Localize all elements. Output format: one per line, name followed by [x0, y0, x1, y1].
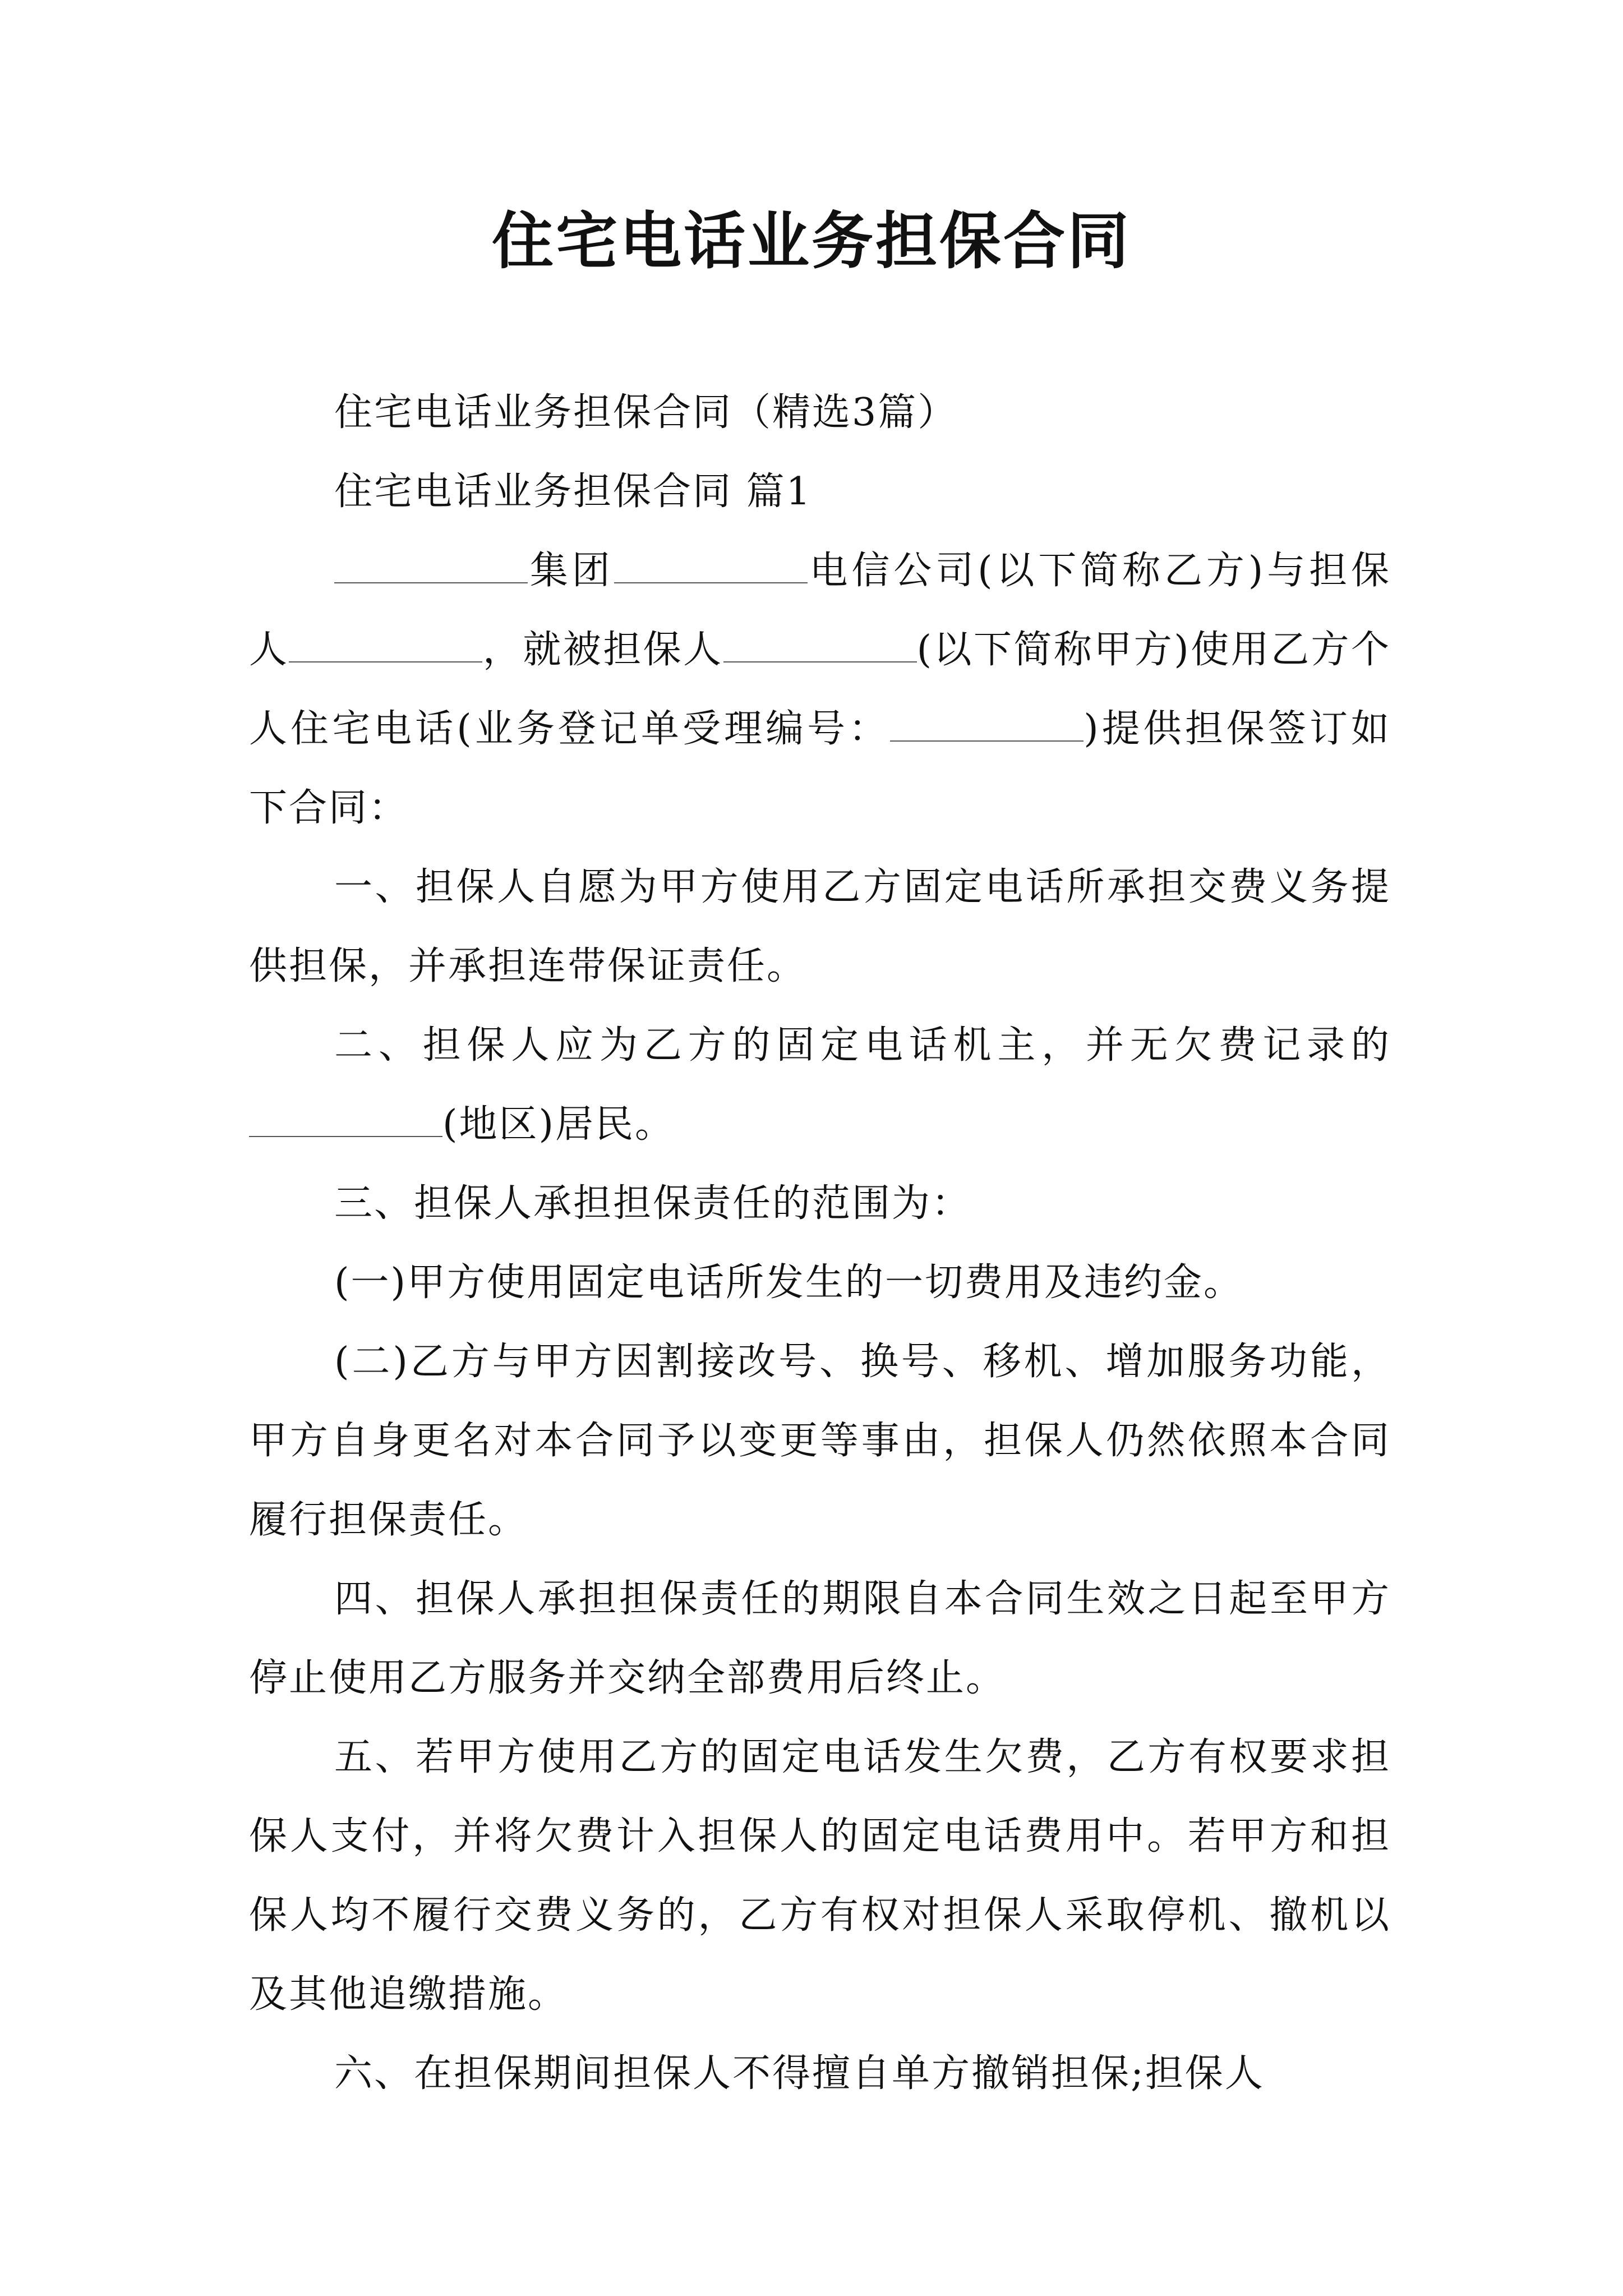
intro-text-2: 电信公司(以下简称乙方)与担保人 [249, 549, 1391, 672]
clause-3-item-1: (一)甲方使用固定电话所发生的一切费用及违约金。 [334, 1260, 1244, 1305]
section-heading: 住宅电话业务担保合同 篇1 [334, 470, 812, 514]
blank-line [723, 630, 917, 662]
intro-text-4: (以下简称甲方)使用乙方个人住宅电话(业务登记单受理编号： [249, 628, 1391, 751]
blank-line [289, 630, 482, 662]
clause-6: 六、在担保期间担保人不得擅自单方撤销担保;担保人 [334, 2051, 1265, 2096]
clause-2-text-a: 二、担保人应为乙方的固定电话机主，并无欠费记录的 [334, 1023, 1391, 1068]
intro-text-1: 集团 [528, 549, 614, 593]
intro-text-3: ，就被担保人 [482, 628, 723, 672]
document-subtitle: 住宅电话业务担保合同（精选3篇） [334, 390, 958, 435]
document-title: 住宅电话业务担保合同 [492, 205, 1131, 277]
clause-2-text-b: (地区)居民。 [442, 1102, 675, 1147]
blank-line [249, 1105, 442, 1137]
document-body [249, 373, 1391, 2113]
blank-line [614, 551, 808, 583]
clause-4: 四、担保人承担担保责任的期限自本合同生效之日起至甲方停止使用乙方服务并交纳全部费用后终止。 [249, 1577, 1391, 1700]
clause-1: 一、担保人自愿为甲方使用乙方固定电话所承担交费义务提供担保，并承担连带保证责任。 [249, 865, 1391, 988]
clause-3-item-2: (二)乙方与甲方因割接改号、换号、移机、增加服务功能，甲方自身更名对本合同予以变更等事由，担保人仍然依照本合同履行担保责任。 [249, 1340, 1391, 1542]
intro-text-5: )提供担保签订如下合同： [249, 707, 1391, 830]
clause-5: 五、若甲方使用乙方的固定电话发生欠费，乙方有权要求担保人支付，并将欠费计入担保人的固定电话费用中。若甲方和担保人均不履行交费义务的，乙方有权对担保人采取停机、撤机以及其他追缴措施。 [249, 1735, 1391, 2017]
blank-line [334, 551, 528, 583]
clause-2 [249, 1006, 1391, 1164]
blank-line [890, 709, 1083, 742]
clause-3: 三、担保人承担担保责任的范围为： [334, 1181, 972, 1226]
intro-paragraph [249, 531, 1391, 848]
